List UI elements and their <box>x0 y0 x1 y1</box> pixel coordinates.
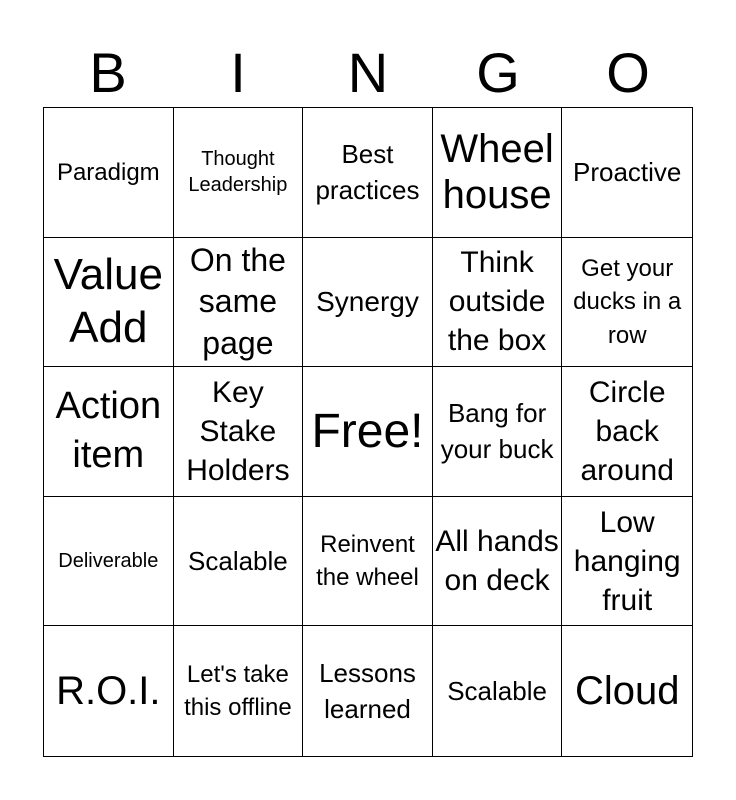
cell-text: On the same page <box>189 241 286 361</box>
cell-text: Thought Leadership <box>188 148 288 197</box>
bingo-cell[interactable] <box>433 367 563 497</box>
cell-text: All hands on deck <box>435 525 559 598</box>
cell-text: Get your ducks in a row <box>573 254 682 349</box>
cell-text: Scalable <box>447 676 547 706</box>
bingo-cell[interactable] <box>562 238 692 368</box>
cell-text: R.O.I. <box>56 669 161 714</box>
cell-text: Proactive <box>573 157 682 188</box>
bingo-cell[interactable] <box>562 108 692 238</box>
cell-text: Value Add <box>53 250 163 352</box>
bingo-cell[interactable] <box>433 238 563 368</box>
cell-text: Reinvent the wheel <box>316 530 419 592</box>
cell-text: Lessons learned <box>319 657 416 725</box>
cell-text: Best practices <box>315 138 420 206</box>
bingo-cell[interactable] <box>303 497 433 627</box>
bingo-cell[interactable] <box>174 497 304 627</box>
bingo-cell[interactable] <box>562 626 692 756</box>
bingo-card <box>43 107 693 757</box>
bingo-cell[interactable] <box>303 367 433 497</box>
header-letter-g: G <box>476 41 520 104</box>
bingo-cell[interactable] <box>44 367 174 497</box>
bingo-cell[interactable] <box>433 626 563 756</box>
cell-text: Wheel house <box>440 127 554 218</box>
cell-text: Scalable <box>188 545 288 576</box>
bingo-cell[interactable] <box>174 108 304 238</box>
cell-text: Deliverable <box>58 550 159 573</box>
cell-text: Free! <box>311 404 424 458</box>
bingo-cell[interactable] <box>44 497 174 627</box>
cell-text: Bang for your buck <box>440 398 554 465</box>
header-letter-n: N <box>347 41 389 104</box>
header-letter-b: B <box>89 41 127 104</box>
bingo-cell[interactable] <box>174 238 304 368</box>
bingo-cell[interactable] <box>44 238 174 368</box>
cell-text: Think outside the box <box>447 246 547 358</box>
cell-text: Low hanging fruit <box>573 505 681 617</box>
header-letter-i: I <box>230 41 246 104</box>
bingo-cell[interactable] <box>562 497 692 627</box>
cell-text: Synergy <box>316 285 419 317</box>
cell-text: Circle back around <box>580 375 674 487</box>
bingo-cell[interactable] <box>44 108 174 238</box>
bingo-cell[interactable] <box>433 497 563 627</box>
bingo-cell[interactable] <box>303 626 433 756</box>
cell-text: Key Stake Holders <box>186 375 290 487</box>
bingo-cell[interactable] <box>44 626 174 756</box>
bingo-cell[interactable] <box>174 626 304 756</box>
bingo-cell[interactable] <box>303 108 433 238</box>
bingo-cell[interactable] <box>433 108 563 238</box>
cell-text: Cloud <box>574 669 680 714</box>
bingo-cell[interactable] <box>562 367 692 497</box>
bingo-header <box>43 38 693 108</box>
cell-text: Action item <box>55 385 162 477</box>
cell-text: Let's take this offline <box>184 660 292 722</box>
cell-text: Paradigm <box>56 158 160 186</box>
bingo-cell[interactable] <box>174 367 304 497</box>
header-letter-o: O <box>606 41 650 104</box>
bingo-cell[interactable] <box>303 238 433 368</box>
